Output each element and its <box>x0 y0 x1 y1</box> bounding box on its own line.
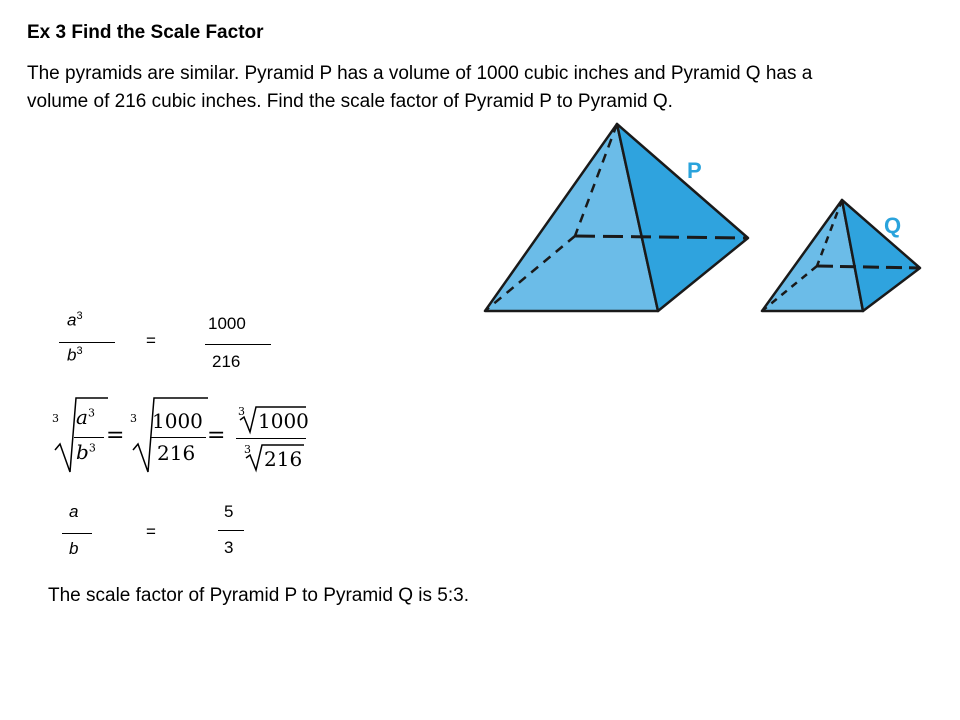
step2-denominator: $b^3$ <box>76 440 96 464</box>
step2-fraction-bar <box>74 437 104 438</box>
pyramid-p-label: P <box>687 158 702 183</box>
step2-right-fraction-bar <box>236 438 306 439</box>
step3-denominator: b <box>69 539 79 558</box>
step2-numerator: $a^3$ <box>76 405 95 429</box>
page-title: Ex 3 Find the Scale Factor <box>27 22 264 43</box>
problem-statement: The pyramids are similar. Pyramid P has a volume of 1000 cubic inches and Pyramid Q has a volume of 216 cubic inches. Find the scale factor of Pyramid P to Pyramid Q. <box>27 63 813 112</box>
step3-numerator: a <box>69 502 79 521</box>
radical-sign <box>128 392 210 480</box>
step2-middle-denominator: 216 <box>157 441 196 465</box>
step1-numerator: $a^3$ <box>67 310 83 330</box>
step2-middle-numerator: 1000 <box>152 409 203 433</box>
step2-root-index: 3 <box>238 405 245 418</box>
step3-equals: = <box>146 522 156 541</box>
step1-right-fraction-bar <box>205 344 271 345</box>
step2-right-denominator: 216 <box>264 447 303 471</box>
step2-root-index: 3 <box>244 443 251 456</box>
pyramid-p <box>485 124 748 311</box>
step2-root-index: 3 <box>130 412 137 425</box>
step3-right-denominator: 3 <box>224 538 234 557</box>
step2-equals: = <box>106 423 125 448</box>
step3-right-numerator: 5 <box>224 502 234 521</box>
step1-equals: = <box>146 331 156 350</box>
conclusion: The scale factor of Pyramid P to Pyramid Q is 5:3. <box>48 585 469 606</box>
pyramid-q-label: Q <box>884 213 902 238</box>
step2-right-numerator: 1000 <box>258 409 309 433</box>
step3-fraction-bar <box>62 533 92 534</box>
step2-equals: = <box>207 423 226 448</box>
step3-right-fraction-bar <box>218 530 244 531</box>
step2-root-index: 3 <box>52 412 59 425</box>
step1-right-numerator: 1000 <box>208 314 246 333</box>
step1-denominator: $b^3$ <box>67 345 83 365</box>
step1-fraction-bar <box>59 342 115 343</box>
step1-right-denominator: 216 <box>212 352 241 371</box>
step2-middle-fraction-bar <box>150 437 206 438</box>
